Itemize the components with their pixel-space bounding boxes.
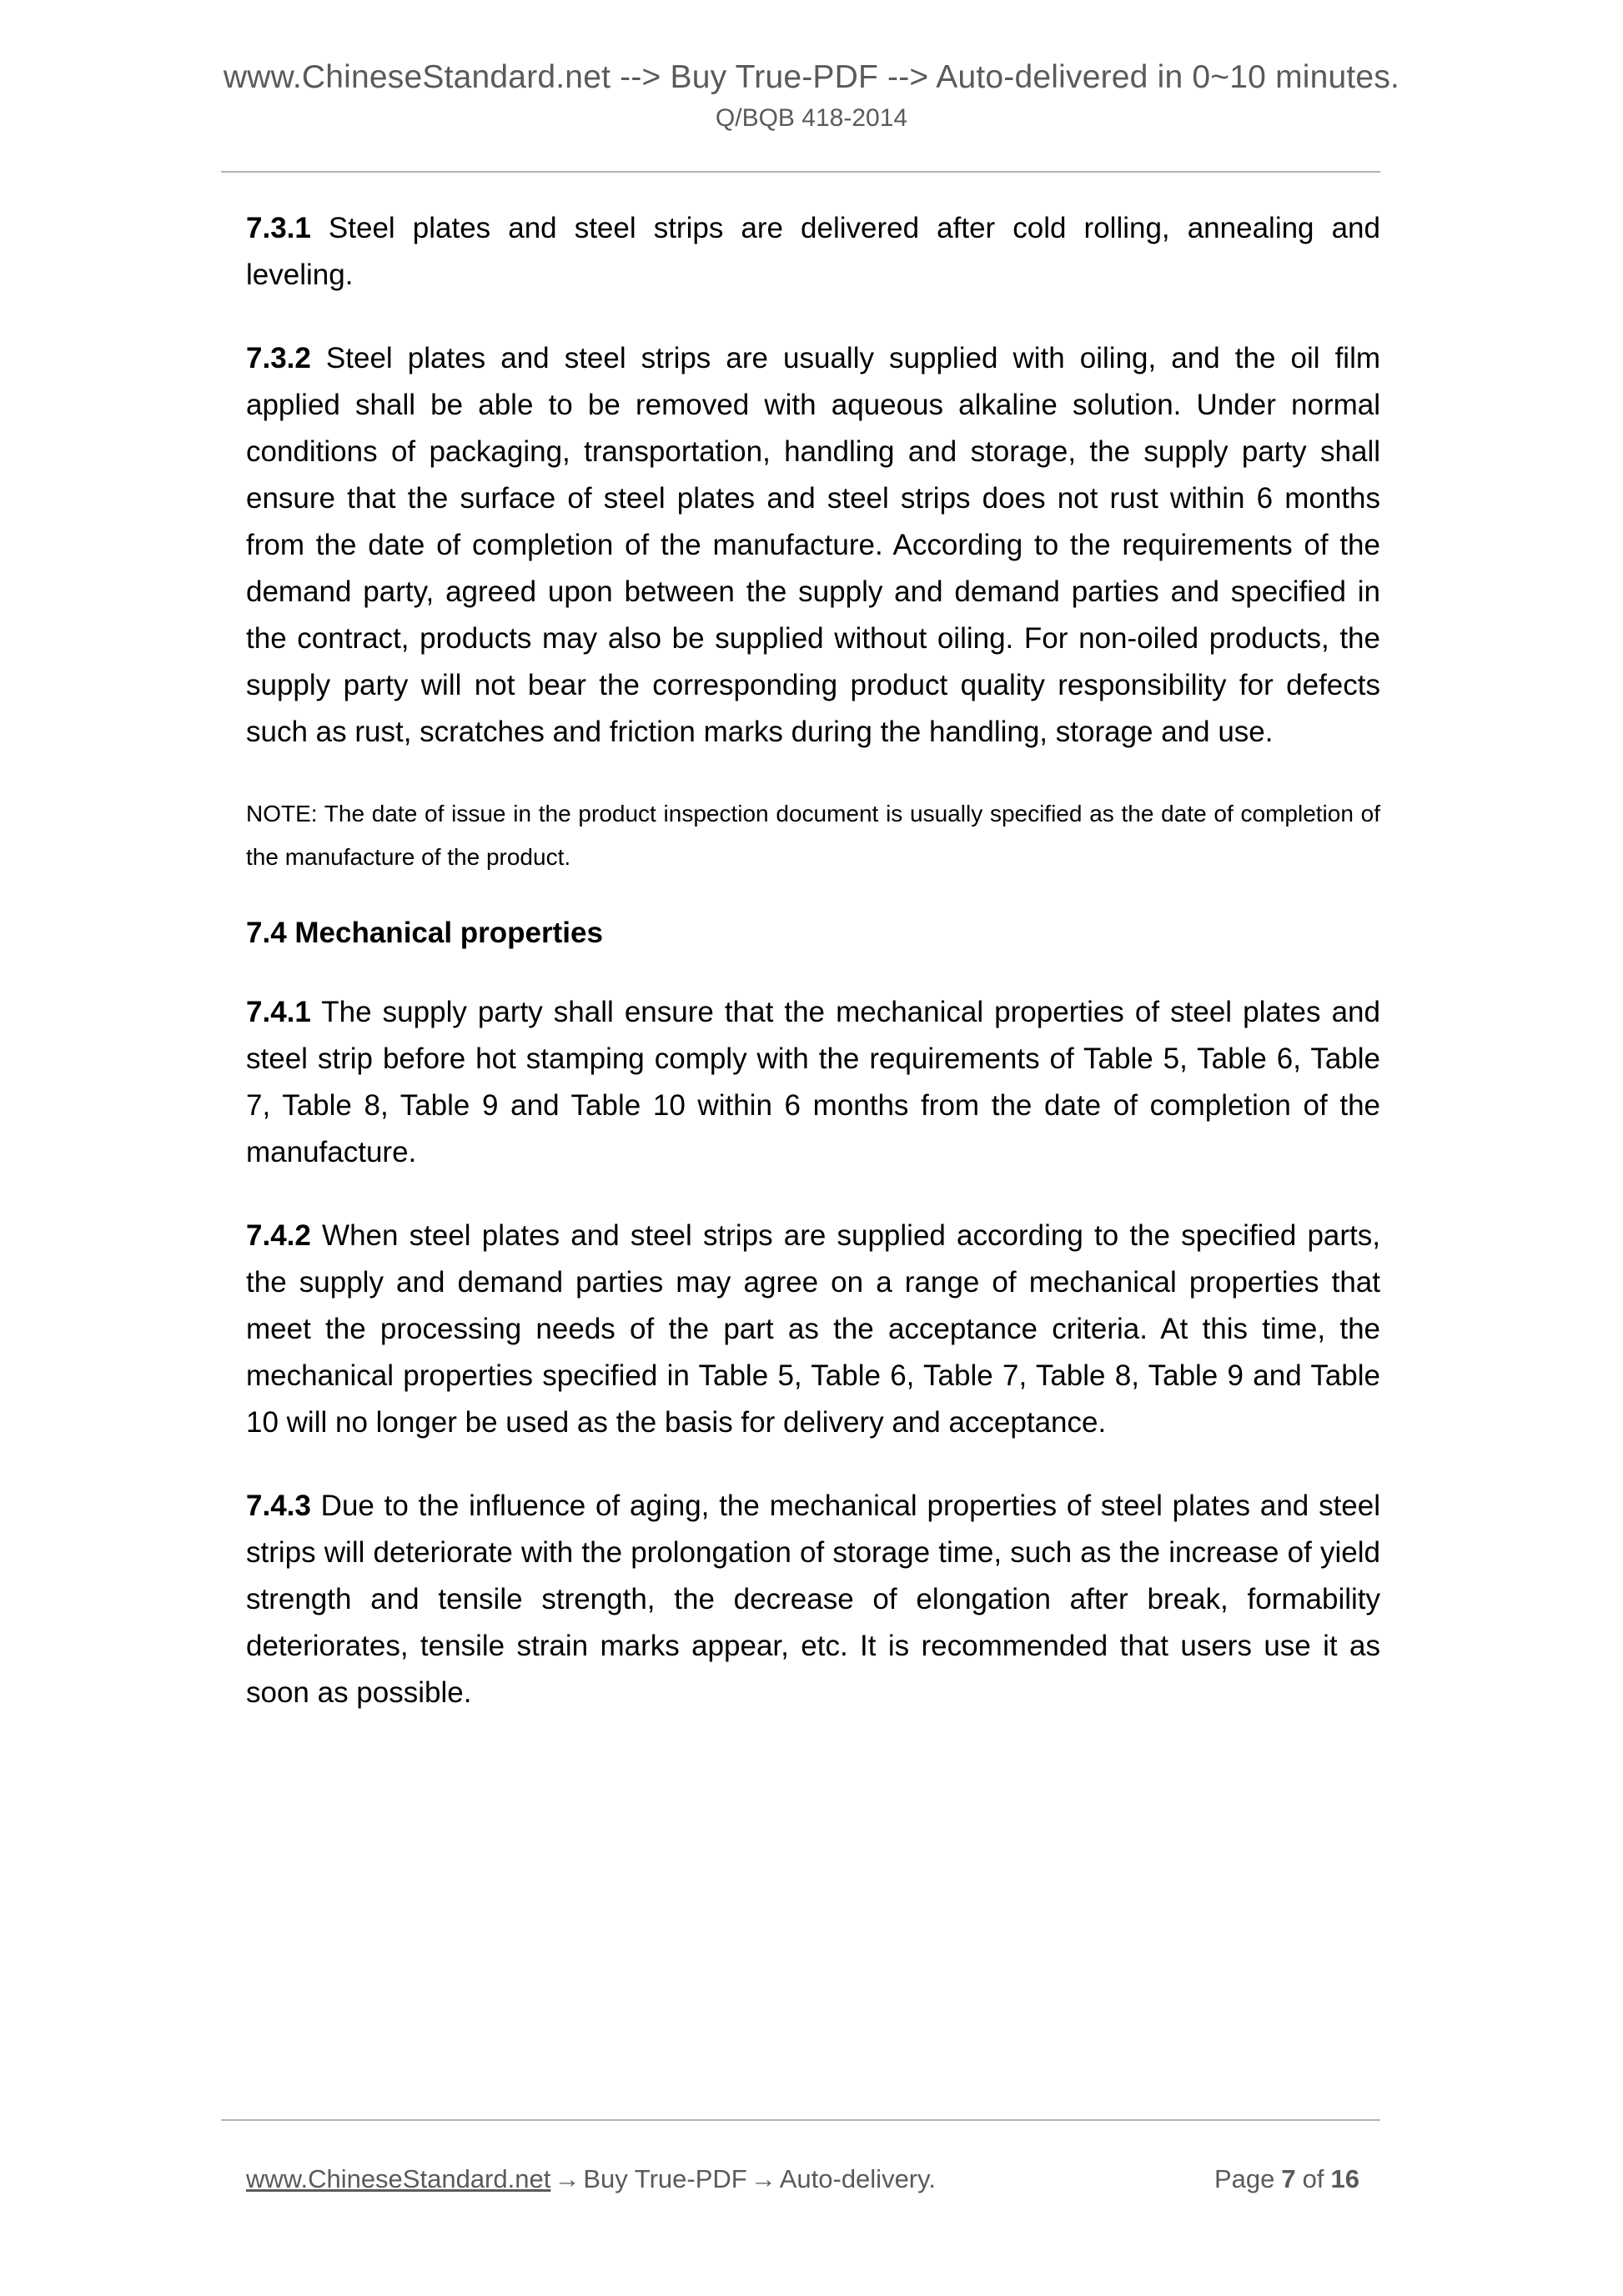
footer-divider	[221, 2119, 1380, 2121]
note-paragraph: NOTE: The date of issue in the product inspection document is usually specified as the date of completion of the manufacture of the product.	[246, 801, 1380, 870]
clause-text: When steel plates and steel strips are supplied according to the specified parts, the supply and demand parties may agree on a range of mechanical properties that meet the processing needs of the part as the acceptance criteria. At this time, the mechanical properties specified in Table 5, Table 6, Table 7, Table 8, Table 9 and Table 10 will no longer be used as the basis for delivery and acceptance.	[246, 1219, 1380, 1439]
promo-banner-text: www.ChineseStandard.net --> Buy True-PDF --> Auto-delivered in 0~10 minutes.	[223, 59, 1400, 95]
clause-number: 7.3.1	[246, 212, 311, 244]
footer-promo	[246, 2158, 936, 2200]
clause-7-3-1	[246, 205, 1380, 299]
clause-number: 7.3.2	[246, 342, 311, 374]
current-page-number: 7	[1281, 2164, 1296, 2193]
clause-7-4-1	[246, 989, 1380, 1176]
footer-end-text: Auto-delivery.	[779, 2164, 936, 2193]
page-header	[0, 57, 1623, 135]
total-page-count: 16	[1330, 2164, 1359, 2193]
of-label: of	[1302, 2164, 1324, 2193]
clause-number: 7.4.3	[246, 1490, 311, 1522]
clause-number: 7.4.2	[246, 1219, 311, 1252]
page-label: Page	[1214, 2164, 1275, 2193]
footer-mid-text: Buy True-PDF	[583, 2164, 747, 2193]
clause-text: Due to the influence of aging, the mechanical properties of steel plates and steel strips will deteriorate with the prolongation of storage time, such as the increase of yield strength and tensile strength, the decrease of elongation after break, formability deteriorates, tensile strain marks appear, etc. It is recommended that users use it as soon as possible.	[246, 1490, 1380, 1709]
site-url-link[interactable]: www.ChineseStandard.net	[246, 2164, 551, 2193]
clause-text: Steel plates and steel strips are delivered after cold rolling, annealing and leveling.	[246, 212, 1380, 291]
section-heading-7-4: 7.4 Mechanical properties	[246, 917, 603, 949]
clause-text: The supply party shall ensure that the mechanical properties of steel plates and steel strip before hot stamping comply with the requirements of Table 5, Table 6, Table 7, Table 8, Table 9 and Table 10 within 6 months from the date of completion of the manufacture.	[246, 996, 1380, 1168]
clause-7-4-2	[246, 1213, 1380, 1446]
clause-number: 7.4.1	[246, 996, 311, 1028]
page-footer	[246, 2158, 1380, 2200]
arrow-right-icon: →	[750, 2164, 776, 2193]
clause-text: Steel plates and steel strips are usually supplied with oiling, and the oil film applied shall be able to be removed with aqueous alkaline solution. Under normal conditions of packaging, transportation, handling and storage, the supply party shall ensure that the surface of steel plates and steel strips does not rust within 6 months from the date of completion of the manufacture. According to the requirements of the demand party, agreed upon between the supply and demand parties and specified in the contract, products may also be supplied without oiling. For non-oiled products, the supply party will not bear the corresponding product quality responsibility for defects such as rust, scratches and friction marks during the handling, storage and use.	[246, 342, 1380, 748]
arrow-right-icon: →	[554, 2164, 580, 2193]
clause-7-4-3	[246, 1483, 1380, 1716]
standard-code-text: Q/BQB 418-2014	[715, 104, 908, 132]
page-indicator	[1212, 2158, 1364, 2200]
document-body	[246, 205, 1380, 1716]
header-divider	[221, 171, 1380, 173]
clause-7-3-2	[246, 335, 1380, 756]
